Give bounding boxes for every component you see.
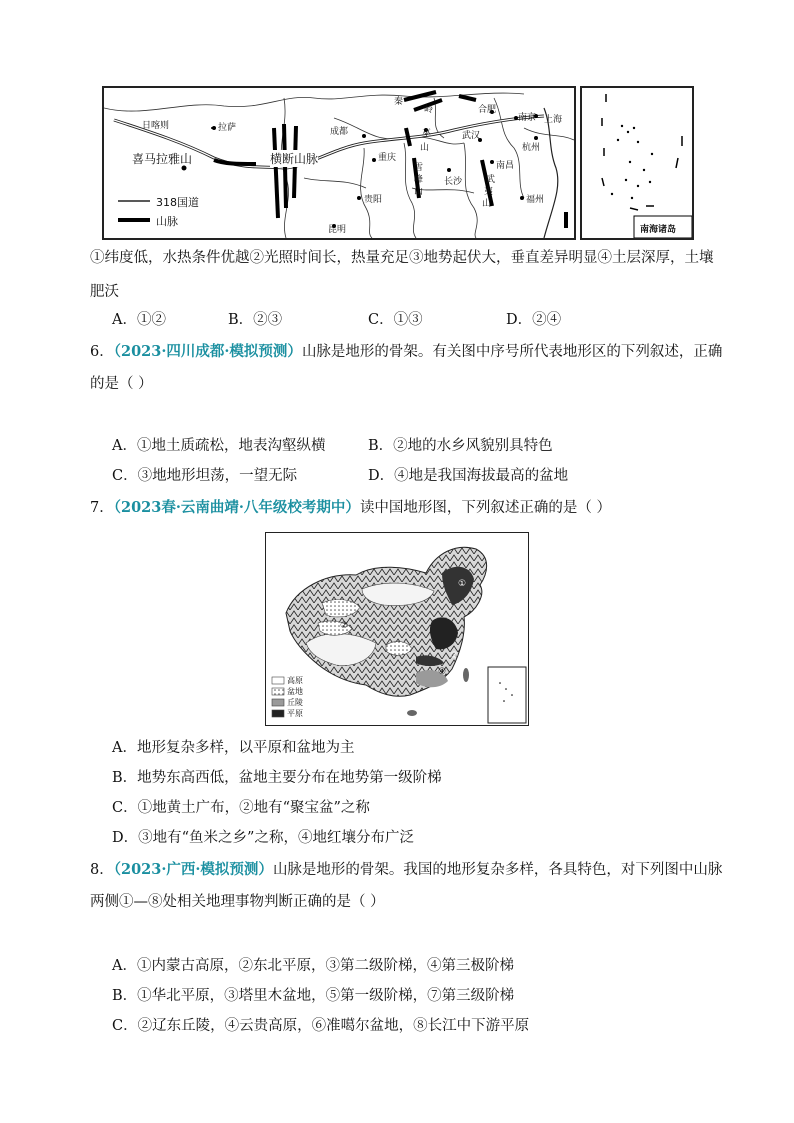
- q6-option-a[interactable]: A．①地土质疏松，地表沟壑纵横: [112, 438, 326, 454]
- label-shan3: 山: [482, 199, 492, 209]
- q7-stem: [90, 498, 611, 518]
- q8-source: （2023·广西·模拟预测）: [113, 861, 273, 878]
- q6-number: 6．: [90, 344, 114, 360]
- label-guiyang: 贵阳: [364, 195, 383, 205]
- label-chongqing: 重庆: [378, 153, 397, 163]
- label-xue: 雪: [414, 163, 424, 173]
- legend-road-label: 318国道: [156, 196, 199, 209]
- label-chengdu: 成都: [330, 127, 349, 137]
- legend-hills: 丘陵: [287, 698, 303, 707]
- q8-option-b[interactable]: B．①华北平原，③塔里木盆地，⑤第一级阶梯，⑦第三级阶梯: [112, 988, 515, 1004]
- q5-option-d[interactable]: D．②④: [506, 312, 562, 328]
- q8-stem-line2: 两侧①—⑧处相关地理事物判断正确的是（ ）: [90, 894, 385, 910]
- label-shanghai: 上海: [544, 115, 563, 125]
- q8-option-a[interactable]: A．①内蒙古高原，②东北平原，③第二级阶梯，④第三极阶梯: [112, 958, 514, 974]
- legend-basin: 盆地: [287, 687, 303, 696]
- label-ling: 岭: [424, 105, 434, 115]
- label-wuhan: 武汉: [462, 131, 481, 141]
- terrain-marker-2: ②: [340, 621, 349, 631]
- q7-number: 7．: [90, 500, 114, 516]
- legend-plateau: 高原: [287, 676, 303, 685]
- label-wu: 巫: [422, 129, 432, 139]
- q6-stem-line1: [90, 342, 722, 362]
- q7-option-a[interactable]: A．地形复杂多样，以平原和盆地为主: [112, 740, 355, 756]
- label-shan: 山: [420, 143, 430, 153]
- label-hangzhou: 杭州: [522, 143, 541, 153]
- q5-statement-line1: ①纬度低，水热条件优越②光照时间长，热量充足③地势起伏大，垂直差异明显④土层深厚，土壤: [90, 250, 714, 266]
- q7-stem-text: 读中国地形图，下列叙述正确的是（ ）: [359, 500, 612, 516]
- q6-option-c[interactable]: C．③地地形坦荡，一望无际: [112, 468, 298, 484]
- label-yi: 夷: [484, 187, 494, 197]
- q6-stem-line2: 的是（ ）: [90, 376, 153, 392]
- q7-option-d[interactable]: D．③地有“鱼米之乡”之称，④地红壤分布广泛: [112, 830, 414, 846]
- label-shan2: 山: [414, 187, 424, 197]
- q6-option-b[interactable]: B．②地的水乡风貌别具特色: [368, 438, 553, 454]
- label-rikaze: 日喀则: [142, 121, 170, 131]
- q5-statement-line2: 肥沃: [90, 284, 119, 300]
- q5-option-b[interactable]: B．②③: [228, 312, 283, 328]
- label-feng: 峰: [414, 175, 424, 185]
- q7-option-c[interactable]: C．①地黄土广布，②地有“聚宝盆”之称: [112, 800, 370, 816]
- terrain-marker-4: ④: [438, 667, 447, 677]
- label-wu2: 武: [486, 175, 496, 185]
- q6-source: （2023·四川成都·模拟预测）: [113, 343, 302, 360]
- q7-option-b[interactable]: B．地势东高西低，盆地主要分布在地势第一级阶梯: [112, 770, 442, 786]
- label-hefei: 合肥: [478, 105, 497, 115]
- q5-option-a[interactable]: A．①②: [112, 312, 166, 328]
- route-318-map: [102, 86, 576, 240]
- q6-option-d[interactable]: D．④地是我国海拔最高的盆地: [368, 468, 569, 484]
- label-changsha: 长沙: [444, 177, 463, 187]
- terrain-marker-1: ①: [458, 579, 467, 589]
- label-hengduan: 横断山脉: [270, 152, 319, 166]
- label-fuzhou: 福州: [526, 195, 545, 205]
- q8-number: 8．: [90, 862, 114, 878]
- inset-label: 南海诸岛: [640, 225, 677, 235]
- label-kunming: 昆明: [328, 225, 347, 235]
- label-himalaya: 喜马拉雅山: [132, 152, 193, 166]
- inset-islands: [582, 88, 692, 238]
- q8-option-c[interactable]: C．②辽东丘陵，④云贵高原，⑥准噶尔盆地，⑧长江中下游平原: [112, 1018, 530, 1034]
- legend-plain: 平原: [287, 709, 303, 718]
- label-qin: 秦: [394, 97, 404, 107]
- q5-option-c[interactable]: C．①③: [368, 312, 423, 328]
- q6-stem-text: 山脉是地形的骨架。有关图中序号所代表地形区的下列叙述，正确: [301, 344, 723, 360]
- china-terrain-map: [265, 532, 529, 726]
- label-nanjing: 南京: [518, 113, 537, 123]
- q7-source: （2023春·云南曲靖·八年级校考期中）: [113, 499, 360, 516]
- label-lasa: 拉萨: [218, 123, 237, 133]
- q8-stem-text: 山脉是地形的骨架。我国的地形复杂多样，各具特色，对下列图中山脉: [272, 862, 723, 878]
- terrain-marker-3: ③: [450, 651, 459, 661]
- label-nanchang: 南昌: [496, 161, 515, 171]
- south-china-sea-inset: [580, 86, 694, 240]
- china-terrain-graphic: [266, 533, 528, 725]
- legend-mountain-label: 山脉: [156, 215, 178, 228]
- q8-stem-line1: [90, 860, 722, 880]
